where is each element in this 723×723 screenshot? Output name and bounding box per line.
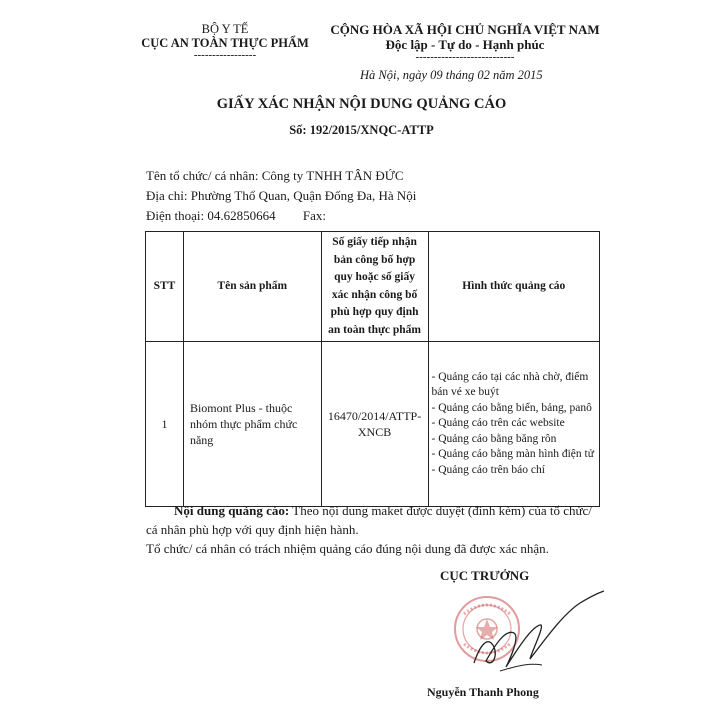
place-date: Hà Nội, ngày 09 tháng 02 năm 2015 [360, 68, 543, 82]
header-product-name: Tên sản phẩm [183, 232, 321, 342]
content-text: Theo nội dung maket được duyệt (đính kèm) của tổ chức/ cá nhân phù hợp với quy định hiện hành. [146, 503, 592, 537]
applicant-address [146, 188, 416, 204]
org-label: Tên tổ chức/ cá nhân: [146, 168, 259, 183]
table-header-row [146, 232, 600, 342]
issuer-block [120, 22, 330, 60]
form-item: - Quảng cáo trên báo chí [431, 463, 545, 476]
phone-label: Điện thoại: [146, 208, 205, 223]
form-item: - Quảng cáo tại các nhà chờ, điểm bán vé xe buýt [431, 370, 589, 399]
country-name: CỘNG HÒA XÃ HỘI CHỦ NGHĨA VIỆT NAM [330, 22, 600, 37]
ministry-name: BỘ Y TẾ [201, 22, 249, 36]
form-item: - Quảng cáo trên các website [431, 417, 565, 430]
form-item: - Quảng cáo bằng băng rôn [431, 432, 557, 445]
header-stt: STT [146, 232, 184, 342]
header-registration-number: Số giấy tiếp nhận bản công bố hợp quy hoặc số giấy xác nhận công bố phù hợp quy định an toàn thực phẩm [321, 232, 428, 342]
address-label: Địa chỉ: [146, 188, 188, 203]
content-label: Nội dung quảng cáo: [174, 503, 290, 518]
handwritten-signature-icon [470, 585, 610, 685]
phone-value: 04.62850664 [207, 208, 276, 223]
cell-registration-number: 16470/2014/ATTP-XNCB [321, 342, 428, 507]
org-value: Công ty TNHH TÂN ĐỨC [261, 168, 404, 183]
form-item: - Quảng cáo bằng màn hình điện tử [431, 448, 594, 461]
director-title: CỤC TRƯỞNG [440, 568, 530, 583]
national-heading [320, 22, 610, 62]
cell-advertising-forms [428, 342, 599, 507]
cell-product-name: Biomont Plus - thuộc nhóm thực phẩm chức năng [183, 342, 321, 507]
applicant-org [146, 168, 403, 184]
department-name: CỤC AN TOÀN THỰC PHẨM [141, 36, 309, 50]
document-title: GIẤY XÁC NHẬN NỘI DUNG QUẢNG CÁO [216, 96, 507, 112]
table-row [146, 342, 600, 507]
signer-name: Nguyễn Thanh Phong [427, 685, 539, 699]
fax-label: Fax: [302, 208, 327, 223]
responsibility-note: Tổ chức/ cá nhân có trách nhiệm quảng cáo đúng nội dung đã được xác nhận. [146, 541, 549, 556]
national-motto: Độc lập - Tự do - Hạnh phúc [385, 37, 545, 52]
form-item: - Quảng cáo bằng biển, bảng, panô [431, 401, 592, 414]
underline-dashes: --------------------------- [415, 51, 515, 63]
product-table [145, 231, 600, 507]
address-value: Phường Thổ Quan, Quận Đống Đa, Hà Nội [190, 188, 417, 203]
cell-stt: 1 [146, 342, 184, 507]
underline-dashes: ----------------- [193, 49, 257, 61]
content-paragraph [146, 501, 606, 539]
document-number: Số: 192/2015/XNQC-ATTP [289, 123, 434, 137]
applicant-phone [146, 208, 326, 224]
header-advertising-forms: Hình thức quảng cáo [428, 232, 599, 342]
